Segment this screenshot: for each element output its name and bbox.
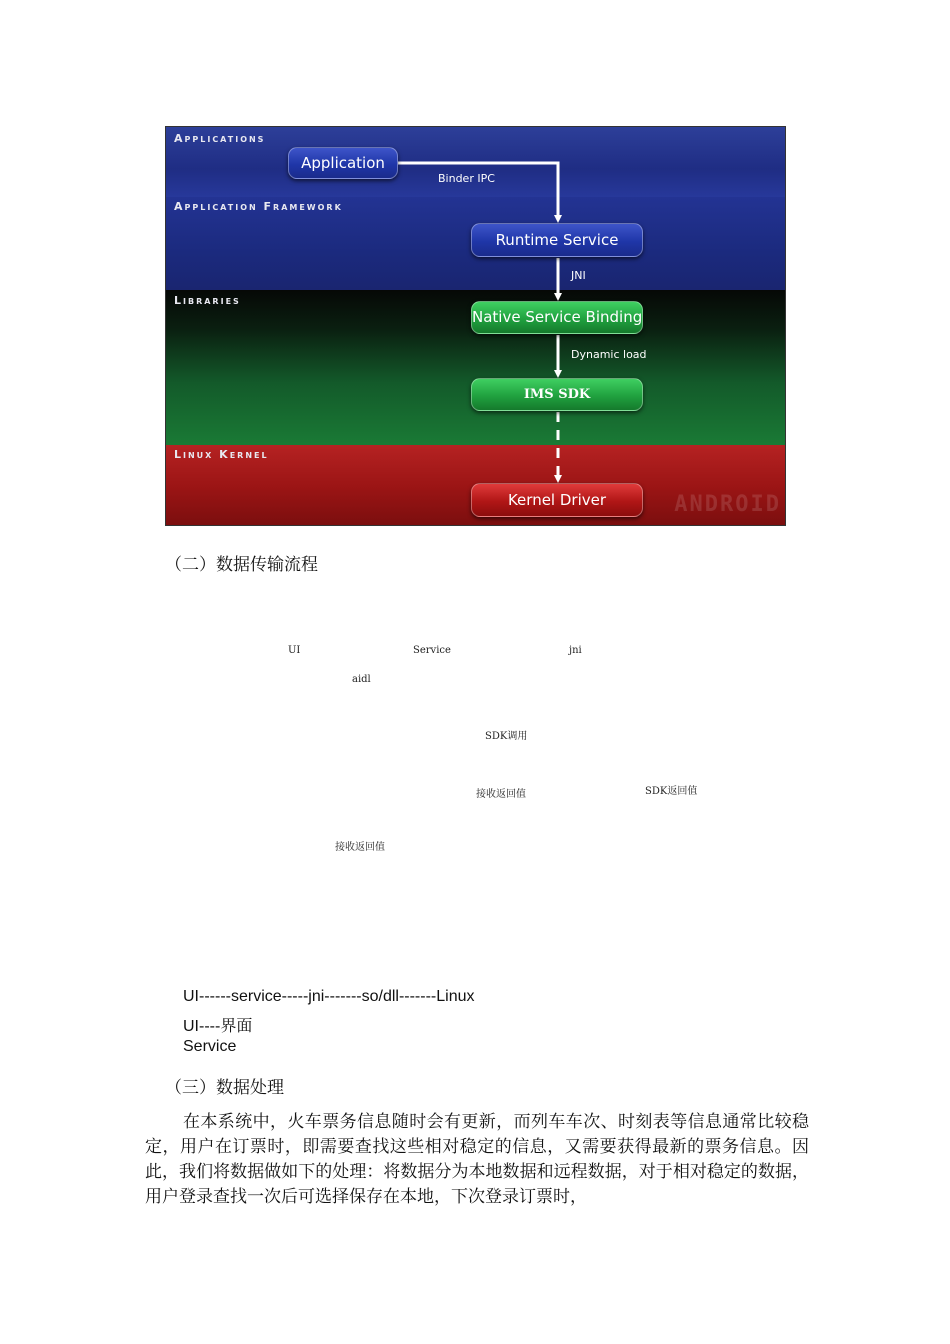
node-runtime-service: Runtime Service [471,223,643,257]
body-paragraph: 在本系统中，火车票务信息随时会有更新，而列车车次、时刻表等信息通常比较稳定，用户在订票时，即需要查找这些相对稳定的信息，又需要获得最新的票务信息。因此，我们将数据做如下的处理：将数据分为本地数据和远程数据，对于相对稳定的数据，用户登录查找一次后可选择保存在本地，下次登录订票时， [145,1112,809,1207]
ui-definition-line: UI----界面 [183,1018,253,1035]
node-application: Application [288,147,398,179]
android-architecture-figure [165,126,786,526]
flow-label-aidl: aidl [352,674,371,685]
flow-label-receive-return: 接收返回值 [476,789,526,800]
node-native-service-binding: Native Service Binding [471,301,643,334]
service-definition-line: Service [183,1038,237,1055]
edge-label-dynamic-load: Dynamic load [571,348,647,361]
layer-label-libraries: Libraries [174,294,241,307]
layer-label-applications: Applications [174,132,266,145]
edge-label-jni: JNI [571,269,586,282]
node-kernel-driver: Kernel Driver [471,483,643,517]
flow-label-ui: UI [288,645,301,656]
section-heading-data-transfer: （二）数据传输流程 [165,555,318,575]
flow-label-sdk-return: SDK返回值 [645,786,698,797]
flow-label-receive-return: 接收返回值 [335,842,385,853]
flow-label-sdk-call: SDK调用 [485,731,528,742]
section-heading-data-processing: （三）数据处理 [165,1078,284,1098]
layer-label-framework: Application Framework [174,200,343,213]
flow-label-service: Service [413,645,451,656]
layer-label-kernel: Linux Kernel [174,448,269,461]
flow-label-jni: jni [569,645,582,656]
android-watermark: ANDROID [674,492,781,517]
edge-label-binder-ipc: Binder IPC [438,172,495,185]
layer-chain-line: UI------service-----jni-------so/dll-------Linux [183,988,475,1005]
node-ims-sdk: IMS SDK [471,378,643,411]
